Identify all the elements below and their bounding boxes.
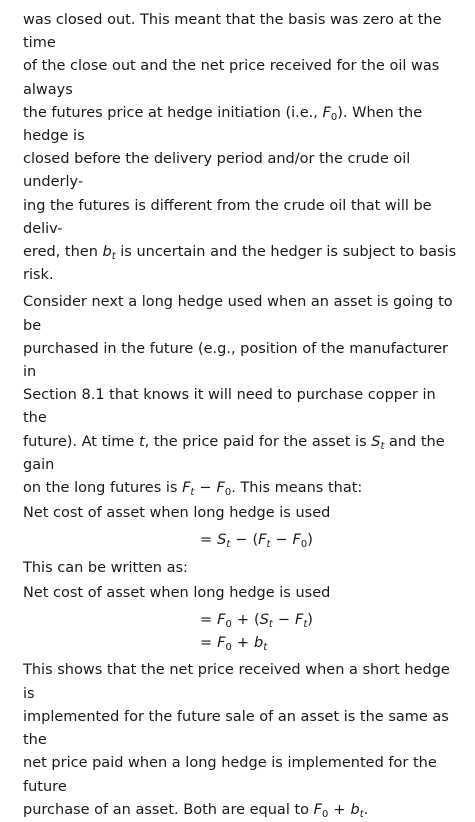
subscript: t <box>268 619 273 631</box>
subscript: t <box>111 251 116 263</box>
text-run: on the long futures is <box>23 480 183 497</box>
spot-price-symbol: S <box>217 532 227 549</box>
text-line: net price paid when a long hedge is implemented for the future <box>23 755 437 795</box>
subscript: t <box>226 539 231 551</box>
close-paren: ) <box>307 532 313 549</box>
text-line <box>23 241 463 287</box>
transition-text: This can be written as: <box>23 559 188 576</box>
equation-rewritten <box>23 609 463 632</box>
equation-net-cost <box>23 529 463 552</box>
text-run: ered, then <box>23 244 103 261</box>
minus-sign: − <box>277 612 290 629</box>
plus-sign: + <box>333 801 346 818</box>
subscript: t <box>263 642 268 654</box>
text-line: implemented for the future sale of an asset is the same as the <box>23 708 449 749</box>
subscript: 0 <box>224 487 232 499</box>
equation-label: Net cost of asset when long hedge is used <box>23 584 331 601</box>
subscript: 0 <box>225 642 232 654</box>
futures-price-symbol: F <box>295 612 304 629</box>
equals-sign: = <box>200 532 213 549</box>
text-run: future). At time <box>23 433 139 450</box>
text-run: , the price paid for the asset is <box>144 433 372 450</box>
spot-price-symbol: S <box>259 612 269 629</box>
subscript: t <box>266 539 271 551</box>
close-paren: ) <box>307 612 313 629</box>
equals-sign: = <box>200 635 213 652</box>
minus-sign: − <box>235 532 248 549</box>
period: . <box>363 801 369 818</box>
minus-sign: − <box>199 480 212 497</box>
subscript: 0 <box>321 808 329 820</box>
open-paren: ( <box>254 612 260 629</box>
subscript: t <box>359 808 364 820</box>
text-run: and the gain <box>23 433 445 473</box>
subscript: t <box>303 619 308 631</box>
subscript: 0 <box>300 539 308 551</box>
text-line: This shows that the net price received when a short hedge is <box>23 662 450 702</box>
basis-symbol: b <box>254 635 264 652</box>
subscript: 0 <box>225 619 232 631</box>
minus-sign: − <box>275 532 288 549</box>
text-line: was closed out. This meant that the basis was zero at the time <box>23 12 442 52</box>
text-run: . This means that: <box>231 480 363 497</box>
text-run: the futures price at hedge initiation (i.e., <box>23 104 323 121</box>
text-line: purchased in the future (e.g., position of the manufacturer in <box>23 340 448 381</box>
subscript: t <box>380 440 385 452</box>
subscript: t <box>190 487 195 499</box>
paragraph-long-hedge <box>23 291 463 500</box>
text-line: Consider next a long hedge used when an asset is going to be <box>23 294 453 334</box>
text-line: of the close out and the net price received for the oil was always <box>23 58 440 98</box>
paragraph-conclusion <box>23 659 463 821</box>
futures-price-symbol: F <box>258 532 267 549</box>
futures-price-symbol: F <box>217 635 226 652</box>
text-line <box>23 799 463 822</box>
futures-price-symbol: F <box>292 532 301 549</box>
time-symbol: t <box>138 433 145 450</box>
futures-price-symbol: F <box>217 612 226 629</box>
plus-sign: + <box>236 635 250 652</box>
text-line: Section 8.1 that knows it will need to purchase copper in the <box>23 387 436 427</box>
spot-price-symbol: S <box>371 433 381 450</box>
text-run: is uncertain and the hedger is subject to basis risk. <box>23 244 457 284</box>
text-line <box>23 102 463 148</box>
equation-label: Net cost of asset when long hedge is used <box>23 505 331 522</box>
equation-basis-form <box>23 632 463 655</box>
text-run: ). When the hedge is <box>23 104 423 145</box>
document-page <box>23 9 463 822</box>
subscript: 0 <box>330 111 338 123</box>
futures-price-symbol: F <box>322 104 331 121</box>
plus-sign: + <box>236 612 250 629</box>
basis-symbol: b <box>350 801 360 818</box>
text-line <box>23 477 463 500</box>
futures-price-symbol: F <box>216 480 225 497</box>
text-line: closed before the delivery period and/or the crude oil underly- <box>23 151 411 191</box>
basis-symbol: b <box>102 244 112 261</box>
futures-price-symbol: F <box>313 801 322 818</box>
equals-sign: = <box>200 612 213 629</box>
open-paren: ( <box>252 532 259 549</box>
futures-price-symbol: F <box>182 480 191 497</box>
text-line <box>23 431 463 477</box>
text-line: ing the futures is different from the crude oil that will be deliv- <box>23 197 432 237</box>
paragraph-basis-risk <box>23 9 463 287</box>
text-run: purchase of an asset. Both are equal to <box>23 801 314 818</box>
